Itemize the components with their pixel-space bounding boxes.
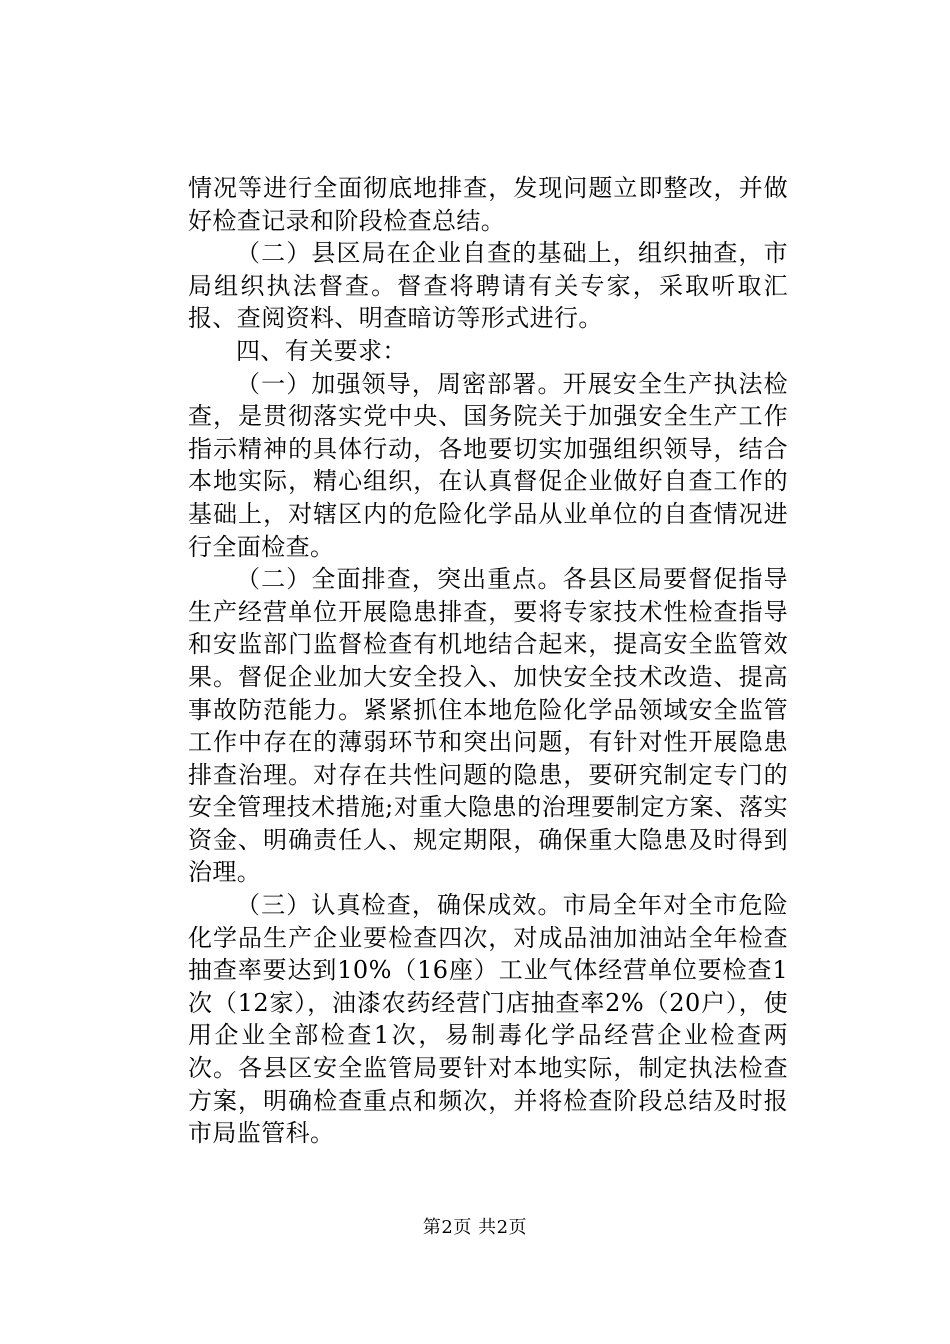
section-heading-requirements: 四、有关要求： [236,336,407,365]
paragraph-county-spot-check: （二）县区局在企业自查的基础上，组织抽查，市局组织执法督查。督查将聘请有关专家，采取听取汇报、查阅资料、明查暗访等形式进行。 [188,239,788,333]
paragraph-inspection-results: （三）认真检查，确保成效。市局全年对全市危险化学品生产企业要检查四次，对成品油加油站全年检查抽查率要达到10%（16座）工业气体经营单位要检查1次（12家），油漆农药经营门店抽查率2%（20户），使用企业全部检查1次，易制毒化学品经营企业检查两次。各县区安全监管局要针对本地实际，制定执法检查方案，明确检查重点和频次，并将检查阶段总结及时报市局监管科。 [188,891,788,1148]
paragraph-inspection-focus: （二）全面排查，突出重点。各县区局要督促指导生产经营单位开展隐患排查，要将专家技术性检查指导和安监部门监督检查有机地结合起来，提高安全监管效果。督促企业加大安全投入、加快安全技术改造、提高事故防范能力。紧紧抓住本地危险化学品领域安全监管工作中存在的薄弱环节和突出问题，有针对性开展隐患排查治理。对存在共性问题的隐患，要研究制定专门的安全管理技术措施;对重大隐患的治理要制定方案、落实资金、明确责任人、规定期限，确保重大隐患及时得到治理。 [188,565,788,887]
paragraph-continuation: 情况等进行全面彻底地排查，发现问题立即整改，并做好检查记录和阶段检查总结。 [188,174,788,235]
document-body [188,172,788,1150]
page-footer: 第2页 共2页 [422,1217,528,1238]
paragraph-leadership: （一）加强领导，周密部署。开展安全生产执法检查，是贯彻落实党中央、国务院关于加强安全生产工作指示精神的具体行动，各地要切实加强组织领导，结合本地实际，精心组织，在认真督促企业做好自查工作的基础上，对辖区内的危险化学品从业单位的自查情况进行全面检查。 [188,369,788,561]
